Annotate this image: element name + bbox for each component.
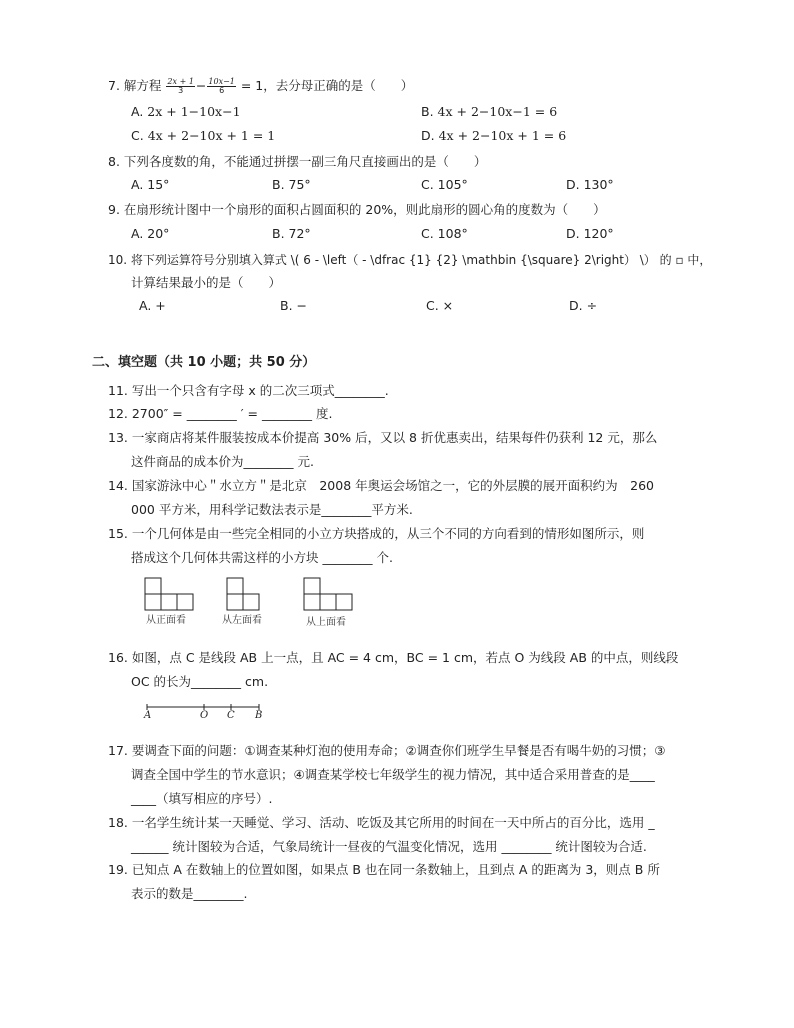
q10-stem-line1: 10. 将下列运算符号分别填入算式 \( 6 - \left（ - \dfrac {1} {2} \mathbin {\square} 2\right） \） 的 ▫ 中， [108, 253, 712, 267]
q17-stem-line2: 调查全国中学生的节水意识；④调查某学校七年级学生的视力情况，其中适合采用普查的是____ [131, 767, 655, 782]
q9-option-c[interactable]: C. 108° [421, 226, 468, 241]
point-label-a: A [144, 710, 152, 721]
q8-option-b[interactable]: B. 75° [272, 177, 311, 192]
q7-option-a[interactable]: A. 2x + 1−10x−1 [131, 104, 241, 119]
q10-option-b[interactable]: B. − [280, 298, 307, 313]
q9-stem: 9. 在扇形统计图中一个扇形的面积占圆面积的 20%，则此扇形的圆心角的度数为（ ） [108, 202, 606, 217]
q18-stem-line2: ______ 统计图较为合适，气象局统计一昼夜的气温变化情况，选用 ________ 统计图较为合适. [131, 839, 647, 854]
q7-stem: 7. 解方程 $\frac{2x + 1}{3}$ − $\frac{10x-1}{6}$ = 1，去分母正确的是（ ） [108, 77, 414, 95]
q10-option-c[interactable]: C. × [426, 298, 454, 313]
q8-stem: 8. 下列各度数的角，不能通过拼摆一副三角尺直接画出的是（ ） [108, 154, 487, 169]
q17-stem-line1: 17. 要调查下面的问题：①调查某种灯泡的使用寿命；②调查你们班学生早餐是否有喝牛奶的习惯；③ [108, 743, 666, 758]
q9-option-b[interactable]: B. 72° [272, 226, 311, 241]
q13-stem-line1: 13. 一家商店将某件服装按成本价提高 30% 后，又以 8 折优惠卖出，结果每件仍获利 12 元，那么 [108, 430, 658, 445]
q18-stem-line1: 18. 一名学生统计某一天睡觉、学习、活动、吃饭及其它所用的时间在一天中所占的百分比，选用 _ [108, 815, 655, 830]
q7-fraction-2: $\frac{10x-1}{6}$ [208, 77, 235, 95]
q10-option-d[interactable]: D. ÷ [569, 298, 598, 313]
q8-option-a[interactable]: A. 15° [131, 177, 170, 192]
q16-stem-line1: 16. 如图，点 C 是线段 AB 上一点，且 AC = 4 cm，BC = 1 cm，若点 O 为线段 AB 的中点，则线段 [108, 650, 679, 665]
caption-top-view: 从上面看 [306, 617, 346, 628]
section-title-fill-blank: 二、填空题（共 10 小题；共 50 分） [92, 355, 316, 370]
q19-stem-line1: 19. 已知点 A 在数轴上的位置如图，如果点 B 也在同一条数轴上，且到点 A 的距离为 3，则点 B 所 [108, 862, 660, 877]
q8-option-c[interactable]: C. 105° [421, 177, 468, 192]
caption-front-view: 从正面看 [146, 615, 186, 626]
point-label-b: B [255, 710, 263, 721]
point-label-o: O [200, 710, 209, 721]
q7-option-b[interactable]: B. 4x + 2−10x−1 = 6 [421, 104, 558, 119]
q14-stem-line2: 000 平方米，用科学记数法表示是________平方米. [131, 502, 413, 517]
q11-stem: 11. 写出一个只含有字母 x 的二次三项式________. [108, 383, 389, 398]
q12-stem: 12. 2700″ = ________ ′ = ________ 度. [108, 406, 333, 421]
q14-stem-line1: 14. 国家游泳中心＂水立方＂是北京 2008 年奥运会场馆之一，它的外层膜的展开面积约为 260 [108, 478, 654, 493]
q8-option-d[interactable]: D. 130° [566, 177, 614, 192]
q17-stem-line3: ____（填写相应的序号）. [131, 791, 273, 806]
q19-stem-line2: 表示的数是________. [131, 886, 248, 901]
q7-option-d[interactable]: D. 4x + 2−10x + 1 = 6 [421, 128, 567, 143]
point-label-c: C [227, 710, 235, 721]
q15-stem-line2: 搭成这个几何体共需这样的小方块 ________ 个. [131, 550, 393, 565]
q9-option-a[interactable]: A. 20° [131, 226, 170, 241]
q7-fraction-1: $\frac{2x + 1}{3}$ [167, 77, 194, 95]
q10-option-a[interactable]: A. + [139, 298, 166, 313]
q15-stem-line1: 15. 一个几何体是由一些完全相同的小立方块搭成的，从三个不同的方向看到的情形如图所示，则 [108, 526, 645, 541]
q10-stem-line2: 计算结果最小的是（ ） [131, 275, 282, 290]
q16-stem-line2: OC 的长为________ cm. [131, 674, 269, 689]
caption-left-view: 从左面看 [222, 615, 262, 626]
q9-option-d[interactable]: D. 120° [566, 226, 614, 241]
q13-stem-line2: 这件商品的成本价为________ 元. [131, 454, 314, 469]
q7-option-c[interactable]: C. 4x + 2−10x + 1 = 1 [131, 128, 276, 143]
